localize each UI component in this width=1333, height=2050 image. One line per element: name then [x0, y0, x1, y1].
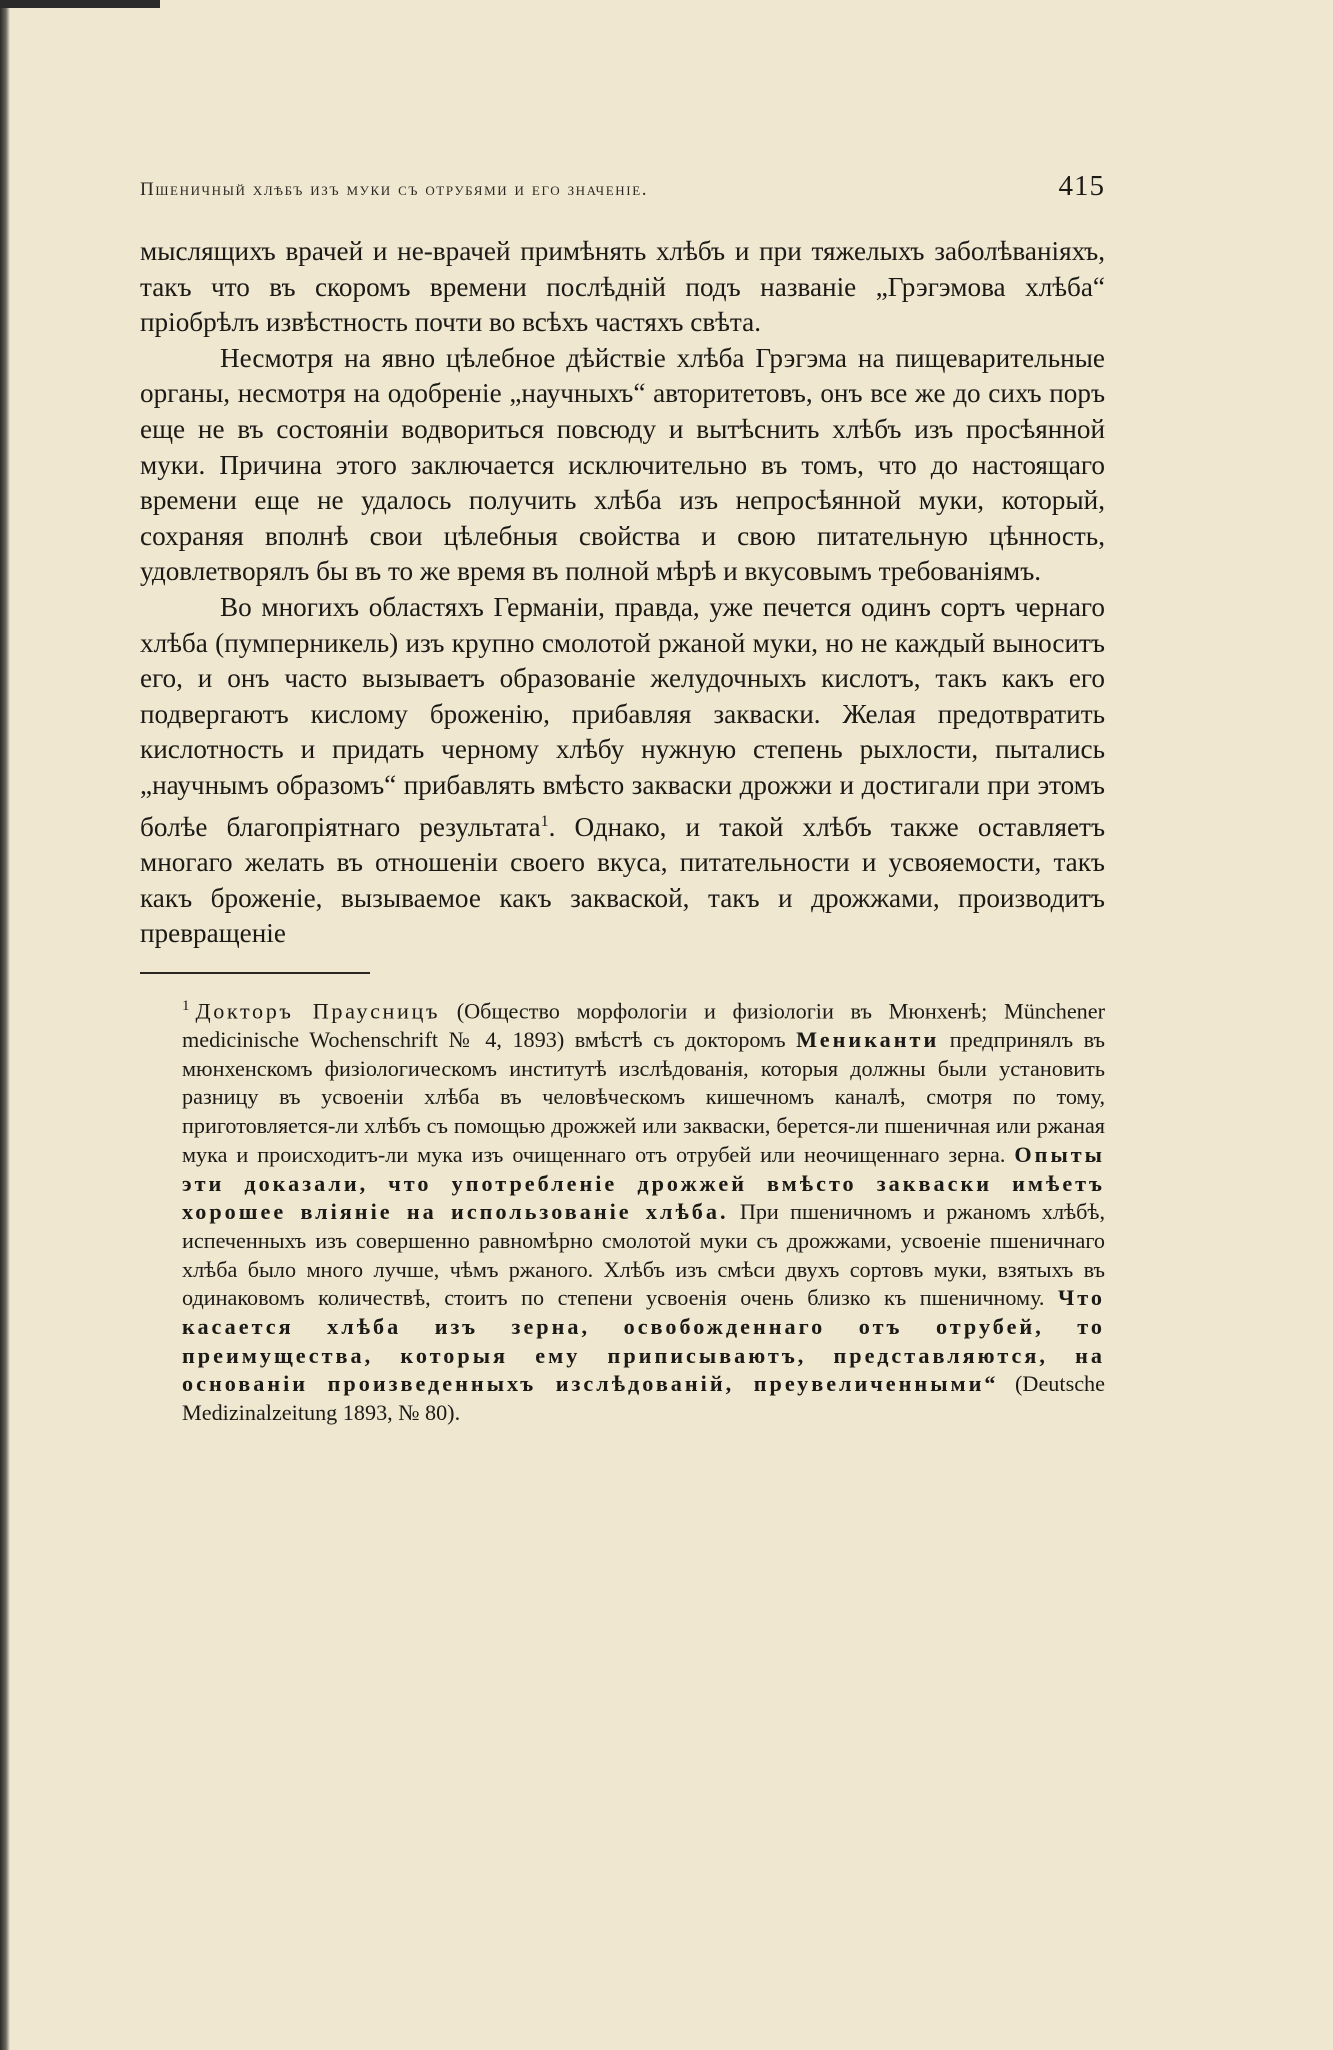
- paragraph-3-part-a: Во многихъ областяхъ Германіи, правда, уже печется одинъ сортъ чернаго хлѣба (пумперникель) изъ крупно смолотой ржаной муки, но не каждый выноситъ его, и онъ часто вызываетъ образованіе желудочныхъ кислотъ, такъ какъ его подвергаютъ кислому броженію, прибавляя закваски. Желая предотвратить кислотность и придать черному хлѣбу нужную степень рыхлости, пытались „научнымъ образомъ“ прибавлять вмѣсто закваски дрожжи и достигали при этомъ болѣе благопріятнаго результата: [140, 591, 1105, 842]
- footnote-text-1: (Общество морфологіи и физіологіи въ Мюнхенѣ; Münchener medicinische Wochenschrift № 4, 1893) вмѣстѣ съ докторомъ: [182, 998, 1105, 1053]
- paragraph-2: Несмотря на явно цѣлебное дѣйствіе хлѣба Грэгэма на пищеварительные органы, несмотря на одобреніе „научныхъ“ авторитетовъ, онъ все же до сихъ поръ еще не въ состояніи водвориться повсюду и вытѣснить хлѣбъ изъ просѣянной муки. Причина этого заключается исключительно въ томъ, что до настоящаго времени еще не удалось получить хлѣба изъ непросѣянной муки, который, сохраняя вполнѣ свои цѣлебныя свойства и свою питательную цѣнность, удовлетворялъ бы въ то же время въ полной мѣрѣ и вкусовымъ требованіямъ.: [140, 342, 1105, 587]
- footnote-separator: [140, 972, 370, 974]
- paragraph-1: мыслящихъ врачей и не-врачей примѣнять хлѣбъ и при тяжелыхъ заболѣваніяхъ, такъ что въ скоромъ времени послѣдній подъ названіе „Грэгэмова хлѣба“ пріобрѣлъ извѣстность почти во всѣхъ частяхъ свѣта.: [140, 236, 1105, 338]
- footnote-text-5: Что касается хлѣба изъ зерна, освобожденнаго отъ отрубей, то преимущества, которыя ему приписываютъ, представляются, на основаніи произведенныхъ изслѣдованій, преувеличенными“: [182, 1285, 1105, 1397]
- footnote-text-2: предпринялъ въ мюнхенскомъ физіологическомъ институтѣ изслѣдованія, которыя должны были установить разницу въ усвоеніи хлѣба въ человѣческомъ кишечномъ каналѣ, смотря по тому, приготовляется-ли хлѣбъ съ помощью дрожжей или закваски, берется-ли пшеничная или ржаная мука и происходитъ-ли мука изъ очищеннаго отъ отрубей или неочищеннаго зерна.: [182, 1027, 1105, 1167]
- scan-edge-top: [0, 0, 160, 8]
- scan-edge-shadow: [0, 0, 10, 2050]
- footnote-author: Докторъ Праусницъ: [195, 998, 441, 1024]
- footnote: [140, 992, 1105, 1428]
- footnote-text-6: (Deutsche Medizinalzeitung 1893, № 80).: [182, 1371, 1105, 1426]
- main-text: [140, 234, 1105, 952]
- footnote-body: [140, 992, 1105, 1428]
- page-number: 415: [1058, 170, 1105, 202]
- book-page: [140, 170, 1105, 1428]
- footnote-text-3: Опыты эти доказали, что употребленіе дрожжей вмѣсто закваски имѣетъ хорошее вліяніе на использованіе хлѣба.: [182, 1141, 1105, 1225]
- paragraph-3: [140, 590, 1105, 952]
- running-title: Пшеничный хлѣбъ изъ муки съ отрубями и его значеніе.: [140, 179, 649, 200]
- footnote-text-4: При пшеничномъ и ржаномъ хлѣбѣ, испеченныхъ изъ совершенно равномѣрно смолотой муки съ дрожжами, усвоеніе пшеничнаго хлѣба было много лучше, чѣмъ ржаного. Хлѣбъ изъ смѣси двухъ сортовъ муки, взятыхъ въ одинаковомъ количествѣ, стоитъ по степени усвоенія очень близко къ пшеничному.: [182, 1199, 1106, 1311]
- footnote-reference[interactable]: 1: [540, 812, 549, 830]
- paragraph-3-part-b: . Однако, и такой хлѣбъ также оставляетъ многаго желать въ отношеніи своего вкуса, питательности и усвояемости, такъ какъ броженіе, вызываемое какъ закваской, такъ и дрожжами, производитъ превращеніе: [140, 811, 1105, 949]
- footnote-coauthor: Мениканти: [796, 1027, 940, 1053]
- footnote-mark: 1: [182, 997, 190, 1014]
- running-head: [140, 170, 1105, 210]
